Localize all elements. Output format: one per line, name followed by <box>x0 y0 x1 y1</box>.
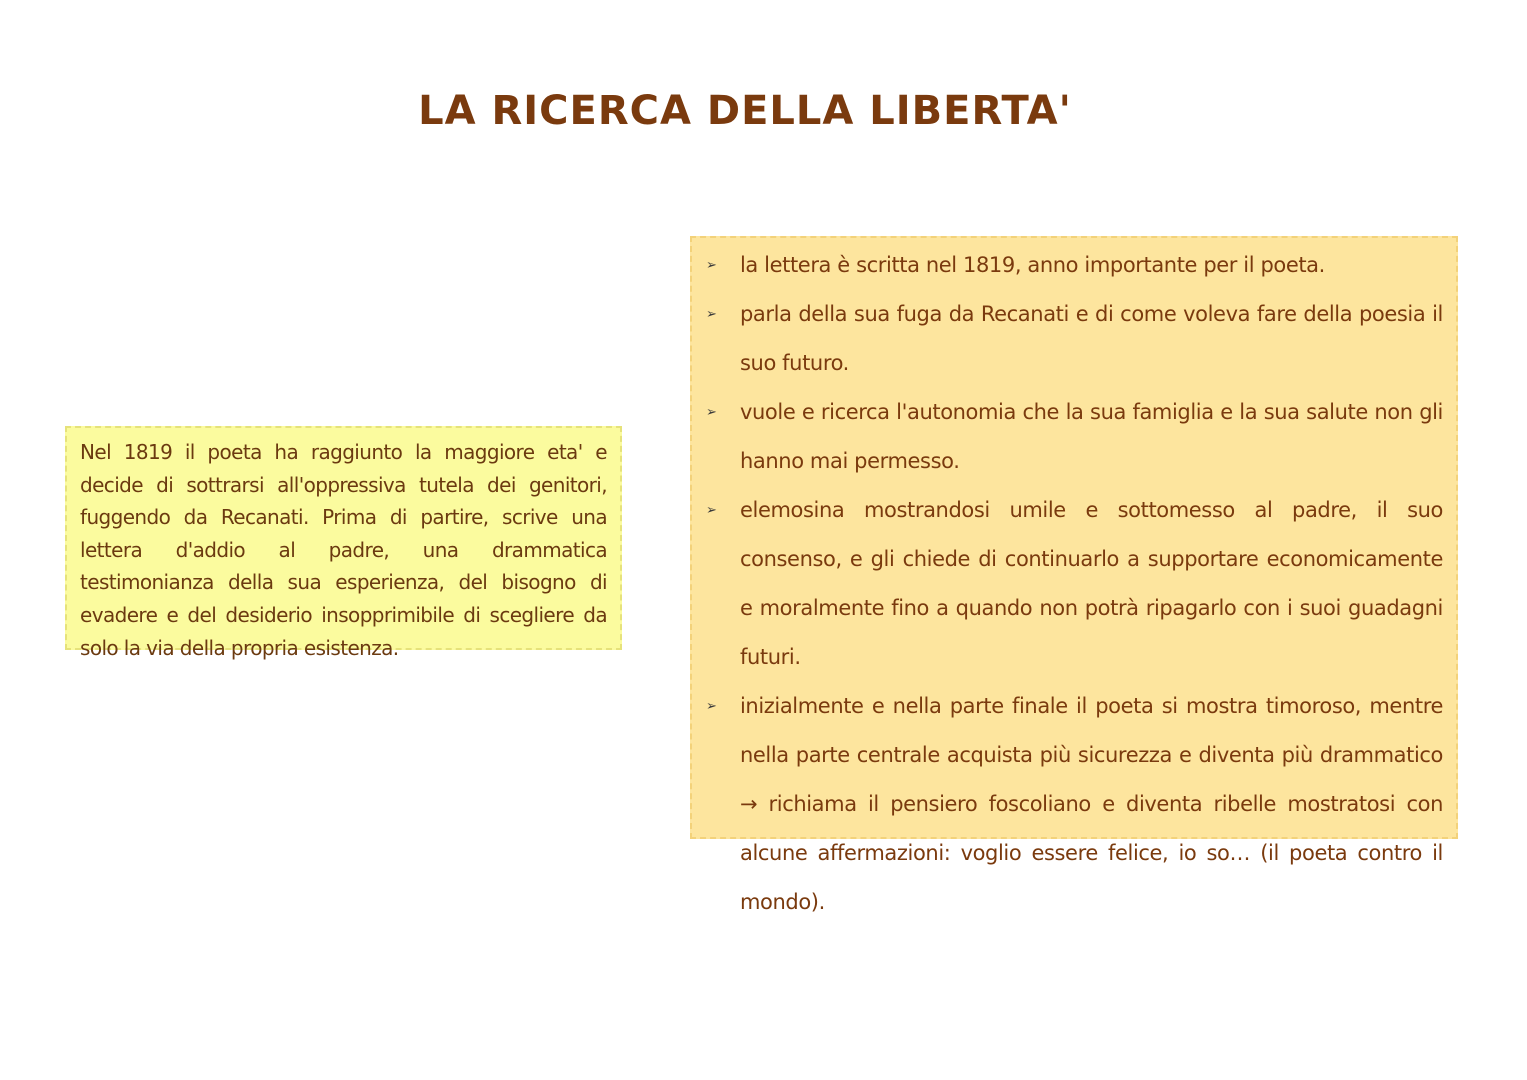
arrow-bullet-icon: ➢ <box>706 405 717 420</box>
list-item-text: inizialmente e nella parte finale il poeta si mostra timoroso, mentre nella parte centrale acquista più sicurezza e diventa più drammatico → richiama il pensiero foscoliano e diventa ribelle mostratosi con alcune affermazioni: voglio essere felice, io so… (il poeta contro il mondo). <box>740 694 1443 914</box>
notes-list <box>706 241 1443 927</box>
page-title: LA RICERCA DELLA LIBERTA' <box>418 88 1072 134</box>
list-item <box>706 290 1443 388</box>
list-item <box>706 388 1443 486</box>
list-item <box>706 682 1443 927</box>
arrow-bullet-icon: ➢ <box>706 307 717 322</box>
arrow-bullet-icon: ➢ <box>706 699 717 714</box>
list-item <box>706 241 1443 290</box>
list-item-text: vuole e ricerca l'autonomia che la sua famiglia e la sua salute non gli hanno mai permesso. <box>740 400 1443 473</box>
notes-box <box>690 236 1458 914</box>
list-item-text: elemosina mostrandosi umile e sottomesso al padre, il suo consenso, e gli chiede di continuarlo a supportare economicamente e moralmente fino a quando non potrà ripagarlo con i suoi guadagni futuri. <box>740 498 1443 669</box>
list-item-text: parla della sua fuga da Recanati e di come voleva fare della poesia il suo futuro. <box>740 302 1443 375</box>
list-item <box>706 486 1443 682</box>
intro-box <box>65 426 622 660</box>
arrow-bullet-icon: ➢ <box>706 503 717 518</box>
arrow-bullet-icon: ➢ <box>706 258 717 273</box>
intro-paragraph: Nel 1819 il poeta ha raggiunto la maggiore eta' e decide di sottrarsi all'oppressiva tutela dei genitori, fuggendo da Recanati. Prima di partire, scrive una lettera d'addio al padre, una drammatica testimonianza della sua esperienza, del bisogno di evadere e del desiderio insopprimibile di scegliere da solo la via della propria esistenza. <box>80 440 607 660</box>
list-item-text: la lettera è scritta nel 1819, anno importante per il poeta. <box>740 253 1325 277</box>
